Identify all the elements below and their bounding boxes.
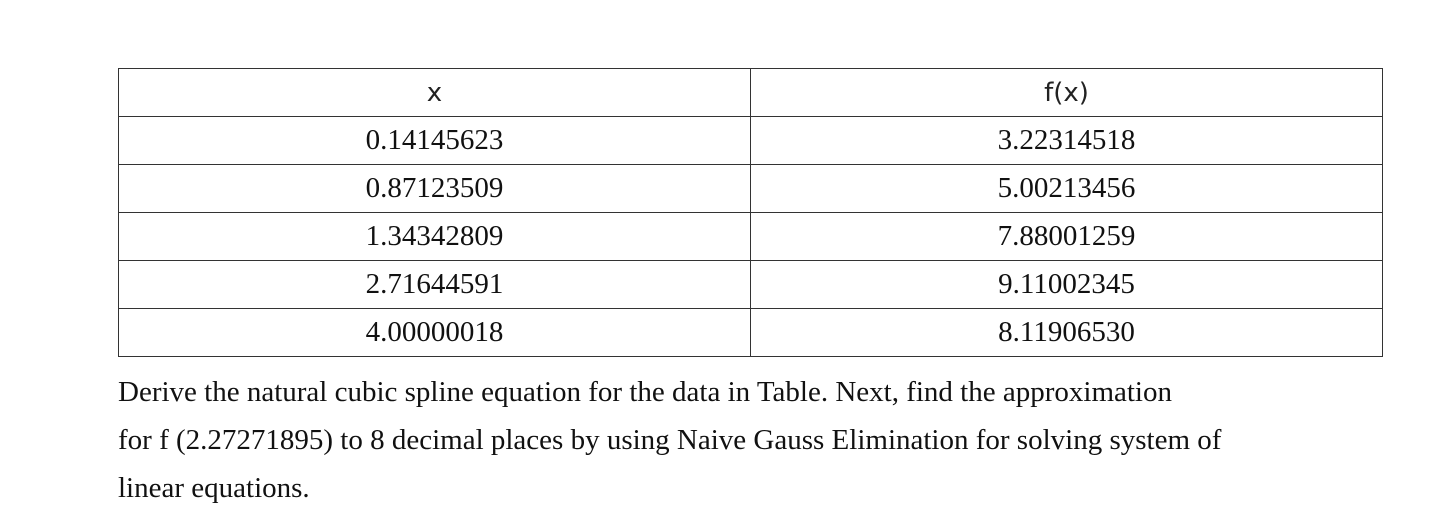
problem-line: linear equations. (118, 472, 310, 504)
cell-x: 0.14145623 (119, 117, 751, 165)
cell-x: 2.71644591 (119, 261, 751, 309)
header-fx: f(x) (751, 69, 1383, 117)
problem-line: for f (2.27271895) to 8 decimal places by using Naive Gauss Elimination for solving system of (118, 424, 1222, 456)
table-row (119, 261, 1383, 309)
table-row (119, 213, 1383, 261)
cell-fx: 7.88001259 (751, 213, 1383, 261)
problem-line: Derive the natural cubic spline equation for the data in Table. Next, find the approximation (118, 376, 1172, 408)
problem-statement (118, 368, 1368, 512)
header-x: x (119, 69, 751, 117)
table-row (119, 165, 1383, 213)
cell-fx: 8.11906530 (751, 309, 1383, 357)
cell-x: 1.34342809 (119, 213, 751, 261)
cell-x: 4.00000018 (119, 309, 751, 357)
cell-fx: 9.11002345 (751, 261, 1383, 309)
cell-fx: 5.00213456 (751, 165, 1383, 213)
cell-x: 0.87123509 (119, 165, 751, 213)
table-row (119, 117, 1383, 165)
data-table (118, 68, 1383, 357)
table-header-row (119, 69, 1383, 117)
cell-fx: 3.22314518 (751, 117, 1383, 165)
table-row (119, 309, 1383, 357)
